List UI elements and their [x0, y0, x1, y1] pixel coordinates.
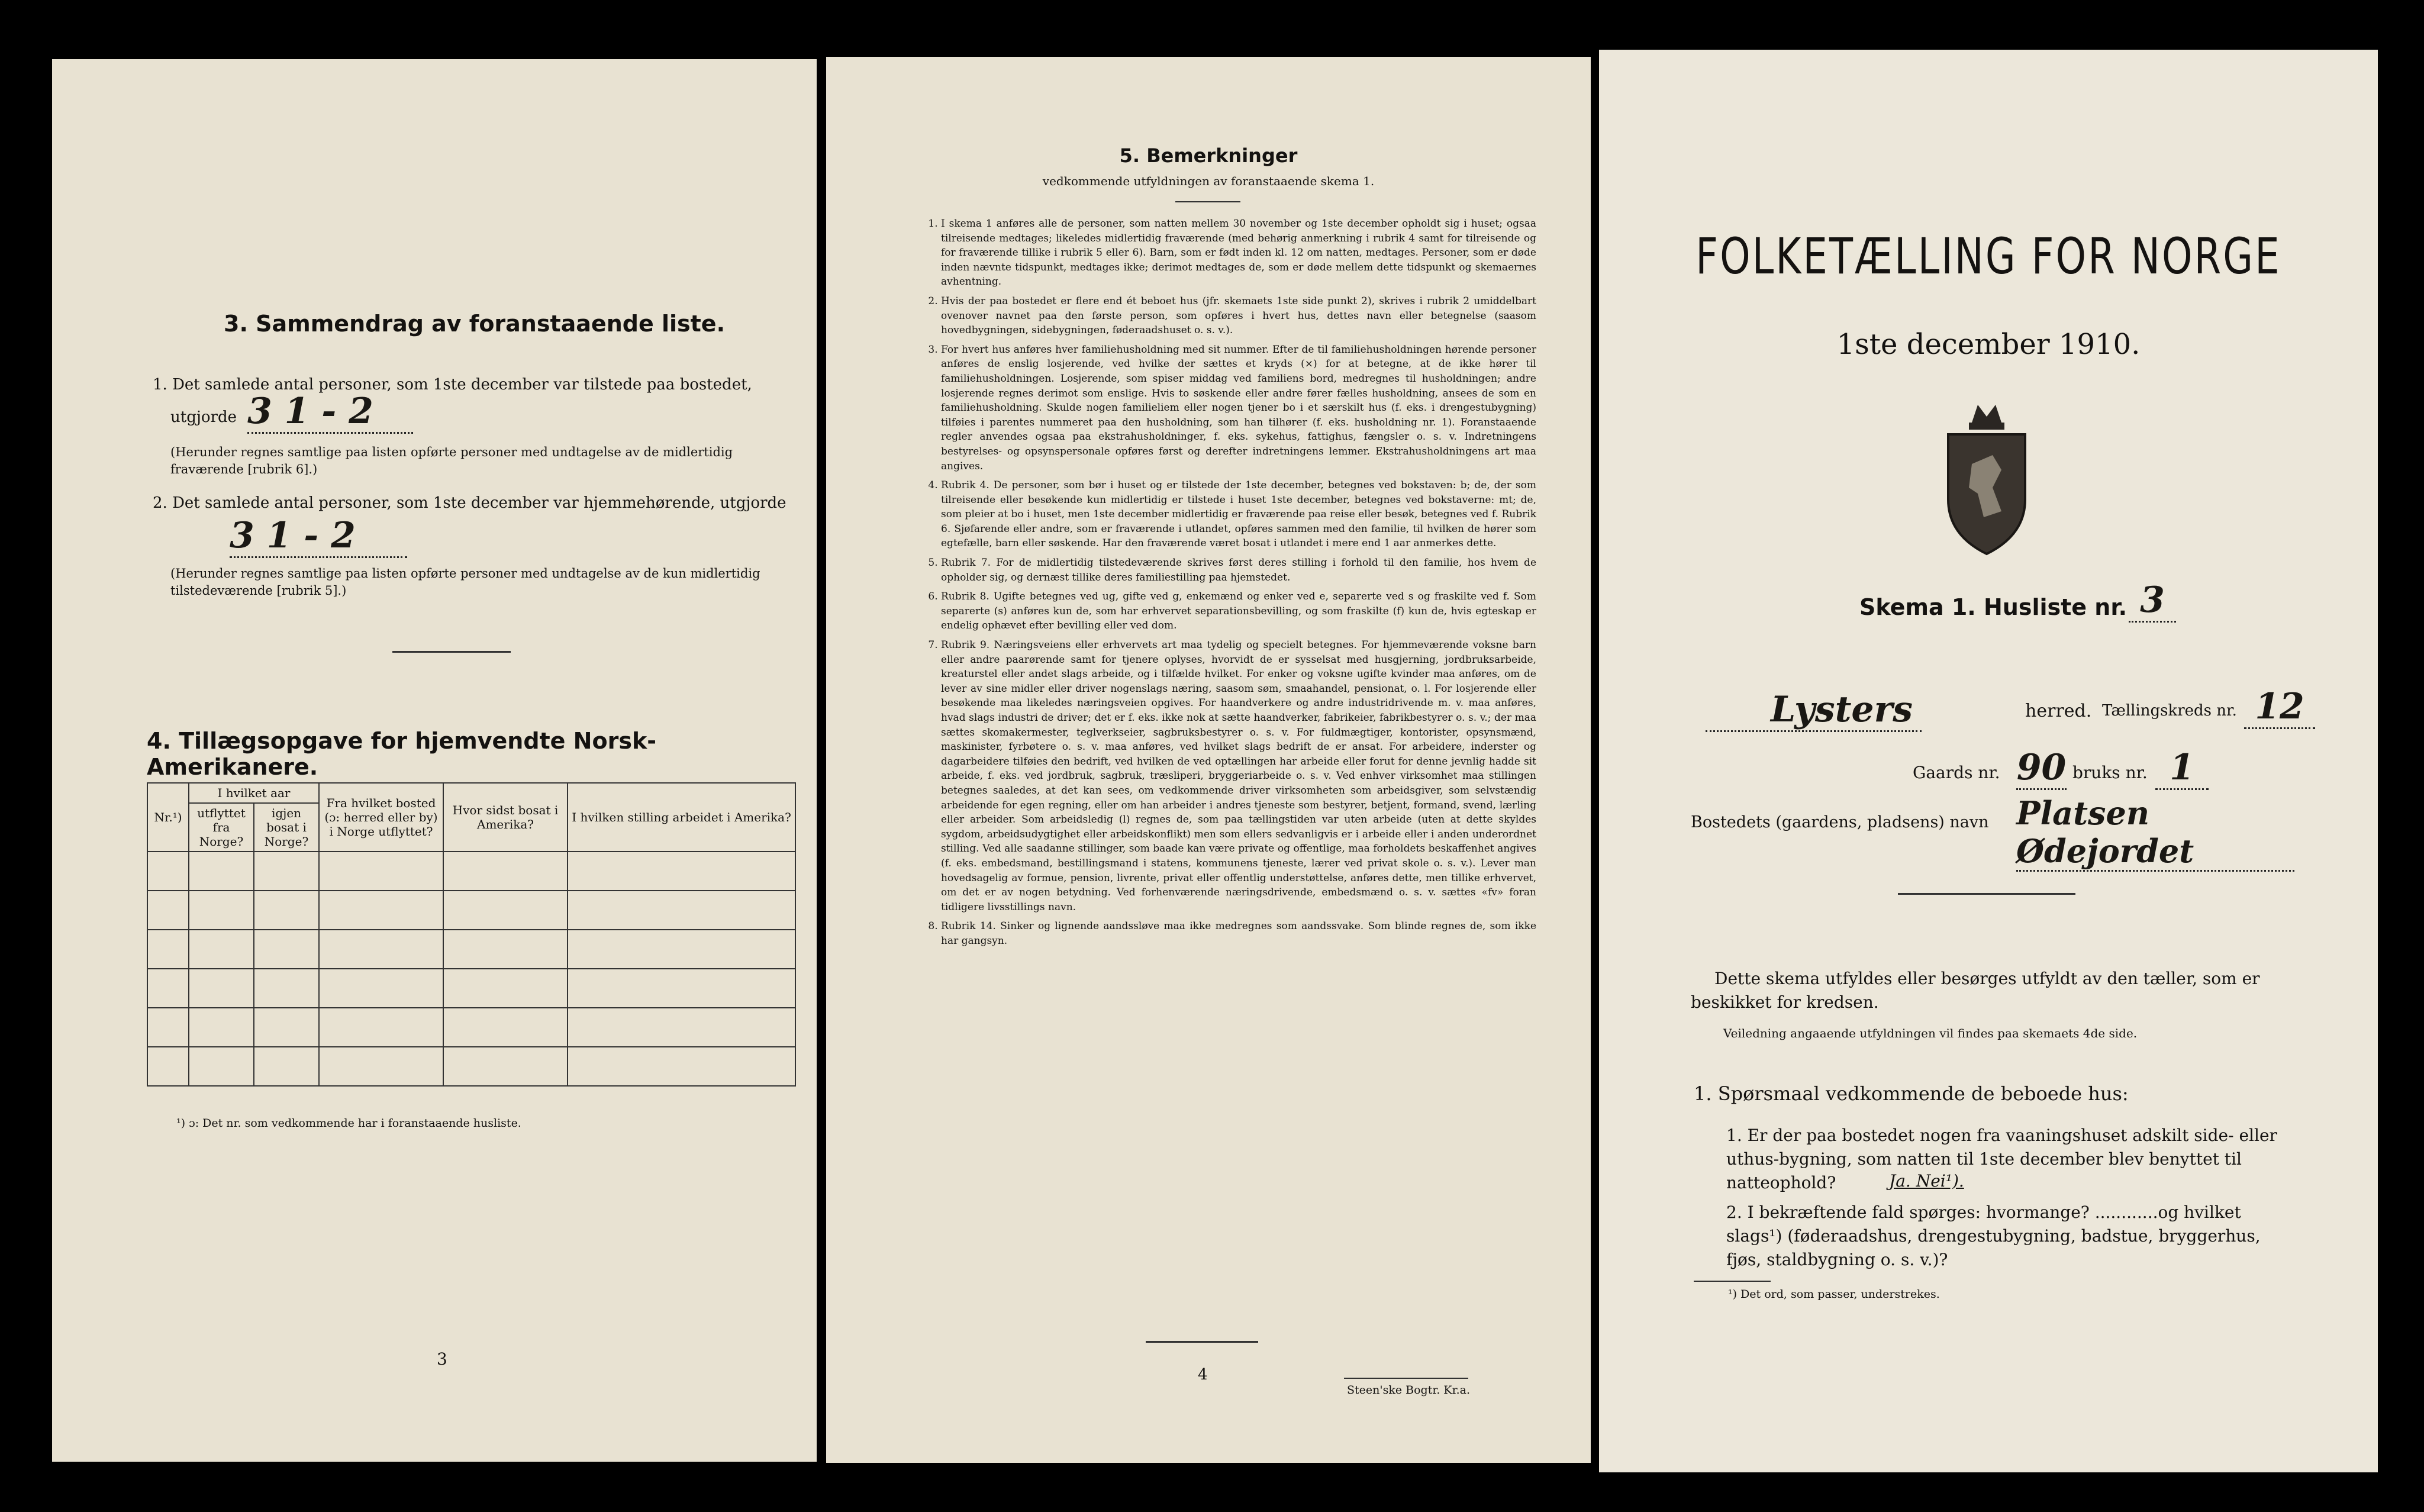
husliste-nr: 3 — [2129, 579, 2176, 623]
bruks-value: 1 — [2155, 747, 2209, 790]
ornament-divider — [1898, 893, 2075, 895]
bemerkninger-subtitle: vedkommende utfyldningen av foranstaaende skema 1. — [1042, 174, 1375, 188]
remark-item: 8. Rubrik 14. Sinker og lignende aandssløve maa ikke medregnes som aandssvake. Som blinde regnes de, som ikke har gangsyn. — [941, 919, 1536, 948]
right-page — [1599, 50, 2378, 1472]
printer-imprint: Steen'ske Bogtr. Kr.a. — [1347, 1384, 1471, 1397]
bosted-label: Bostedets (gaardens, pladsens) navn — [1691, 813, 1989, 831]
page-number: 3 — [437, 1349, 447, 1369]
herred-label: herred. — [2025, 701, 2092, 721]
question-1: 1. Er der paa bostedet nogen fra vaaningshuset adskilt side- eller uthus-bygning, som natten til 1ste december blev benyttet til natteophold? — [1726, 1126, 2277, 1192]
bruks-label: bruks nr. — [2072, 763, 2148, 782]
footnote-rule — [1694, 1281, 1771, 1282]
table-row — [147, 969, 795, 1008]
section3-title: 3. Sammendrag av foranstaaende liste. — [224, 311, 726, 337]
end-rule — [1146, 1341, 1258, 1343]
skema-label: Skema 1. Husliste nr. — [1859, 594, 2128, 620]
section4-title: 4. Tillægsopgave for hjemvendte Norsk-Amerikanere. — [147, 728, 656, 780]
middle-page — [826, 57, 1591, 1463]
item2-text: 2. Det samlede antal personer, som 1ste december var hjemmehørende, utgjorde — [153, 494, 786, 512]
kreds-label: Tællingskreds nr. — [2102, 702, 2237, 720]
col-hvor: Hvor sidst bosat i Amerika? — [443, 783, 568, 852]
herred-value: Lysters — [1706, 689, 1922, 732]
remark-item: 1. I skema 1 anføres alle de personer, som natten mellem 30 november og 1ste december opholdt sig i huset; ogsaa tilreisende medtages; likeledes midlertidig fraværende (med behørig anmerkning i rubrik 4 samt for tilreisende og for fraværende tillike i rubrik 5 eller 6). Barn, som er født inden kl. 12 om natten, medtages. Personer, som er døde inden nævnte tidspunkt, medtages ikke; derimot medtages de, som er døde mellem dette tidspunkt og skemaernes avhentning. — [941, 217, 1536, 289]
col-group: I hvilket aar — [189, 783, 319, 803]
form-title: FOLKETÆLLING FOR NORGE — [1695, 227, 2281, 285]
norsk-amerikanere-table — [147, 782, 796, 1087]
col-igjen: igjen bosat i Norge? — [254, 803, 319, 852]
page-number: 4 — [1198, 1366, 1208, 1384]
col-utflyttet: utflyttet fra Norge? — [189, 803, 254, 852]
kreds-value: 12 — [2244, 686, 2315, 729]
col-nr: Nr.¹) — [147, 783, 189, 852]
instruction-text: Dette skema utfyldes eller besørges utfyldt av den tæller, som er beskikket for kredsen. — [1691, 969, 2260, 1012]
question-1-answer: Ja. Nei¹). — [1889, 1171, 1964, 1191]
remark-item: 4. Rubrik 4. De personer, som bør i huset og er tilstede der 1ste december, betegnes ved bokstaven: b; de, der som tilreisende eller besøkende kun midlertidig er tilstede i huset 1ste december, betegnes ved bokstaverne: mt; de, som pleier at bo i huset, men 1ste december midlertidig er fraværende paa reise eller besøk, betegnes ved f. Rubrik 6. Sjøfarende eller andre, som er fraværende i utlandet, opføres sammen med den familie, til hvilken de hører som egtefælle, barn eller søskende. Har den fraværende været bosat i utlandet i mere end 1 aar anmerkes dette. — [941, 478, 1536, 551]
questions-heading: 1. Spørsmaal vedkommende de beboede hus: — [1694, 1082, 2129, 1105]
col-stilling: I hvilken stilling arbeidet i Amerika? — [568, 783, 795, 852]
table-row — [147, 852, 795, 891]
remark-item: 2. Hvis der paa bostedet er flere end ét beboet hus (jfr. skemaets 1ste side punkt 2), skrives i rubrik 2 umiddelbart ovenover navnet paa den første person, som opføres i hvert hus, dettes navn eller betegnelse (saasom hovedbygningen, sidebygningen, føderaadshuset o. s. v.). — [941, 294, 1536, 338]
title-rule — [1175, 201, 1240, 202]
remark-item: 5. Rubrik 7. For de midlertidig tilstedeværende skrives først deres stilling i forhold til den familie, hos hvem de opholder sig, og dernæst tillike deres familiestilling paa hjemstedet. — [941, 556, 1536, 585]
table-row — [147, 1008, 795, 1047]
left-page — [52, 59, 817, 1462]
table-row — [147, 930, 795, 969]
table-footnote: ¹) ɔ: Det nr. som vedkommende har i foranstaaende husliste. — [176, 1117, 521, 1130]
item1-utgjorde: utgjorde — [170, 408, 237, 426]
bemerkninger-title: 5. Bemerkninger — [1119, 144, 1298, 167]
item1-text: 1. Det samlede antal personer, som 1ste december var tilstede paa bostedet, — [153, 376, 752, 394]
table-row — [147, 891, 795, 930]
table-row — [147, 1047, 795, 1086]
remark-item: 3. For hvert hus anføres hver familiehusholdning med sit nummer. Efter de til familiehusholdningen hørende personer anføres de enslig losjerende, ved hvilke der sættes et kryds (×) for at betegne, at de ikke hører til familiehusholdningen. Losjerende, som spiser middag ved familiens bord, medregnes til husholdningen; andre losjerende regnes derimot som enslige. Hvis to søskende eller andre fører fælles husholdning, ansees de som en familiehusholdning. Skulde nogen familieliem eller nogen tjener bo i et særskilt hus (f. eks. i drengestubygning) tilføies i parentes nummeret paa den husholdning, som han tilhører (f. eks. husholdning nr. 1). Foranstaaende regler anvendes ogsaa paa ekstrahusholdninger, f. eks. sykehus, fattighus, fængsler o. s. v. Indretningens bestyrelses- og opsynspersonale opføres først og derefter indretningens lemmer. Ekstrahusholdningens art maa angives. — [941, 343, 1536, 473]
coat-of-arms-icon — [1936, 399, 2037, 559]
col-fra: Fra hvilket bosted (ɔ: herred eller by) i Norge utflyttet? — [319, 783, 443, 852]
remark-item: 6. Rubrik 8. Ugifte betegnes ved ug, gifte ved g, enkemænd og enker ved e, separerte ved s og fraskilte ved f. Som separerte (s) anføres kun de, som har erhvervet separationsbevilling, og som fraskilte (f) kun de, hvis egteskap er endelig ophævet efter bevilling eller ved dom. — [941, 589, 1536, 633]
item2-note: (Herunder regnes samtlige paa listen opførte personer med undtagelse av de kun midlertidig tilstedeværende [rubrik 5].) — [170, 566, 760, 598]
veiledning-text: Veiledning angaaende utfyldningen vil findes paa skemaets 4de side. — [1723, 1026, 2138, 1040]
gaards-value: 90 — [2016, 747, 2067, 790]
remark-item: 7. Rubrik 9. Næringsveiens eller erhvervets art maa tydelig og specielt betegnes. For hjemmeværende voksne barn eller andre paarørende samt for tjenere oplyses, hvorvidt de er sysselsat med husgjerning, jordbruksarbeide, kreaturstel eller andet slags arbeide, og i tilfælde hvilket. For enker og voksne ugifte kvinder maa anføres, om de lever av sine midler eller driver nogenslags næring, saasom søm, smaahandel, pensionat, o. l. For losjerende eller besøkende maa likeledes næringsveien opgives. For haandverkere og andre industridrivende m. v. maa anføres, hvad slags industri de driver; det er f. eks. ikke nok at sætte haandverker, fabrikeier, fabrikbestyrer o. s. v.; der maa sættes skomakermester, teglverkseier, sagbruksbestyrer o. s. v. For fuldmægtiger, kontorister, opsynsmænd, maskinister, fyrbøtere o. s. v. maa anføres, ved hvilket slags bedrift de er ansat. For arbeidere, inderster og dagarbeidere tilføies den bedrift, ved hvilken de ved optællingen har arbeide eller forut for denne jevnlig hadde sit arbeide, f. eks. ved jordbruk, sagbruk, træsliperi, bryggeriarbeide o. s. v. Ved enhver virksomhet maa stillingen betegnes saaledes, at det kan sees, om vedkommende driver virksomheten som arbeidsgiver, som selvstændig arbeidende for egen regning, eller om han arbeider i andres tjeneste som bestyrer, betjent, formand, svend, lærling eller arbeider. Som arbeidsledig (l) regnes de, som paa tællingstiden var uten arbeide (uten at dette skyldes sygdom, arbeidsudygtighet eller arbeidskonflikt) men som ellers sedvanligvis er i arbeide eller i anden underordnet stilling. Ved alle saadanne stillinger, som baade kan være private og offentlige, maa forholdets beskaffenhet angives (f. eks. embedsmand, bestillingsmand i statens, kommunens tjeneste, lærer ved privat skole o. s. v.). Lever man hovedsagelig av formue, pension, livrente, privat eller offentlig understøttelse, anføres dette, men tillike erhvervet, om det er av nogen betydning. Ved forhenværende næringsdrivende, embedsmænd o. s. v. sættes «fv» foran tidligere livsstillings navn. — [941, 638, 1536, 914]
printer-rule — [1344, 1378, 1468, 1379]
gaards-label: Gaards nr. — [1913, 763, 2000, 782]
bosted-value: Platsen Ødejordet — [2016, 794, 2294, 872]
item2-value: 3 1 - 2 — [230, 515, 407, 558]
remarks-list — [915, 217, 1536, 953]
right-footnote: ¹) Det ord, som passer, understrekes. — [1728, 1288, 1940, 1301]
census-date: 1ste december 1910. — [1836, 328, 2141, 361]
item1-note: (Herunder regnes samtlige paa listen opførte personer med undtagelse av de midlertidig fraværende [rubrik 6].) — [170, 445, 733, 476]
item1-value: 3 1 - 2 — [247, 391, 413, 434]
divider — [392, 651, 511, 653]
question-2: 2. I bekræftende fald spørges: hvormange? ............og hvilket slags¹) (føderaadshus, drengestubygning, badstue, bryggerhus, fjøs, staldbygning o. s. v.)? — [1726, 1202, 2261, 1269]
